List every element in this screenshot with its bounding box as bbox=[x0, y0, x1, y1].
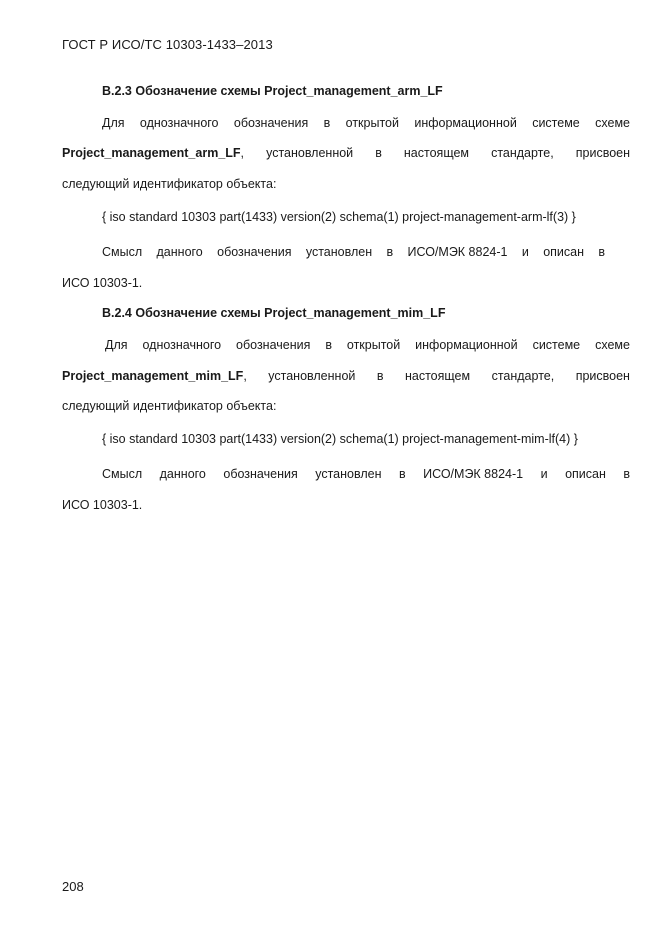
word: в bbox=[598, 245, 605, 259]
b24-paragraph1-line2 bbox=[62, 369, 630, 383]
b23-paragraph1-line1 bbox=[102, 116, 630, 130]
word: системе bbox=[532, 116, 580, 130]
word: настоящем bbox=[404, 369, 471, 383]
document-header: ГОСТ Р ИСО/ТС 10303-1433–2013 bbox=[62, 37, 273, 52]
word: Смысл bbox=[102, 467, 143, 481]
word: Для bbox=[102, 116, 125, 130]
schema-name-text: Project_management_mim_LF bbox=[62, 369, 244, 383]
word: установлен bbox=[305, 245, 373, 259]
word: данного bbox=[159, 467, 206, 481]
section-heading-b23: B.2.3 Обозначение схемы Project_management_arm_LF bbox=[102, 84, 443, 98]
section-heading-b24: B.2.4 Обозначение схемы Project_management_mim_LF bbox=[102, 306, 446, 320]
word: обозначения bbox=[217, 245, 292, 259]
b24-object-identifier: { iso standard 10303 part(1433) version(2) schema(1) project-management-mim-lf(4) } bbox=[102, 432, 578, 446]
word: установлен bbox=[315, 467, 382, 481]
comma: , bbox=[243, 369, 247, 383]
b24-paragraph2-line2: ИСО 10303-1. bbox=[62, 498, 143, 512]
word: системе bbox=[532, 338, 581, 352]
b23-paragraph2-line1 bbox=[102, 245, 605, 259]
word: настоящем bbox=[403, 146, 470, 160]
word: описан bbox=[565, 467, 606, 481]
word: в bbox=[323, 116, 331, 130]
b24-paragraph1-line1 bbox=[105, 338, 630, 352]
word: присвоен bbox=[575, 369, 630, 383]
page-number: 208 bbox=[62, 879, 84, 894]
word: обозначения bbox=[236, 338, 311, 352]
word: открытой bbox=[345, 116, 399, 130]
word: информационной bbox=[414, 116, 517, 130]
word: однозначного bbox=[142, 338, 222, 352]
b24-paragraph1-line3: следующий идентификатор объекта: bbox=[62, 399, 277, 413]
word: в bbox=[375, 146, 382, 160]
word: установленной bbox=[266, 146, 354, 160]
word: Смысл bbox=[102, 245, 143, 259]
b23-object-identifier: { iso standard 10303 part(1433) version(2) schema(1) project-management-arm-lf(3) } bbox=[102, 210, 576, 224]
word: схеме bbox=[595, 338, 630, 352]
word: стандарте, bbox=[491, 369, 555, 383]
schema-name-text: Project_management_arm_LF bbox=[62, 146, 241, 160]
word: стандарте, bbox=[491, 146, 554, 160]
comma: , bbox=[240, 146, 245, 160]
word: ИСО/МЭК 8824-1 bbox=[407, 245, 508, 259]
word: информационной bbox=[415, 338, 518, 352]
b23-paragraph1-line2 bbox=[62, 146, 630, 160]
b23-paragraph1-line3: следующий идентификатор объекта: bbox=[62, 177, 277, 191]
b24-paragraph2-line1 bbox=[102, 467, 630, 481]
word: ИСО/МЭК 8824-1 bbox=[423, 467, 524, 481]
b23-paragraph2-line2: ИСО 10303-1. bbox=[62, 276, 143, 290]
word: в bbox=[398, 467, 406, 481]
word: данного bbox=[156, 245, 203, 259]
word: описан bbox=[543, 245, 584, 259]
word: в bbox=[325, 338, 332, 352]
word: схеме bbox=[595, 116, 630, 130]
schema-name-arm bbox=[62, 146, 244, 160]
word: и bbox=[540, 467, 548, 481]
word: в bbox=[376, 369, 384, 383]
word: Для bbox=[105, 338, 128, 352]
word: в bbox=[386, 245, 394, 259]
word: обозначения bbox=[233, 116, 309, 130]
word: в bbox=[623, 467, 630, 481]
word: присвоен bbox=[575, 146, 630, 160]
word: установленной bbox=[268, 369, 356, 383]
word: и bbox=[521, 245, 529, 259]
word: открытой bbox=[346, 338, 401, 352]
word: обозначения bbox=[223, 467, 298, 481]
schema-name-mim bbox=[62, 369, 247, 383]
word: однозначного bbox=[139, 116, 219, 130]
